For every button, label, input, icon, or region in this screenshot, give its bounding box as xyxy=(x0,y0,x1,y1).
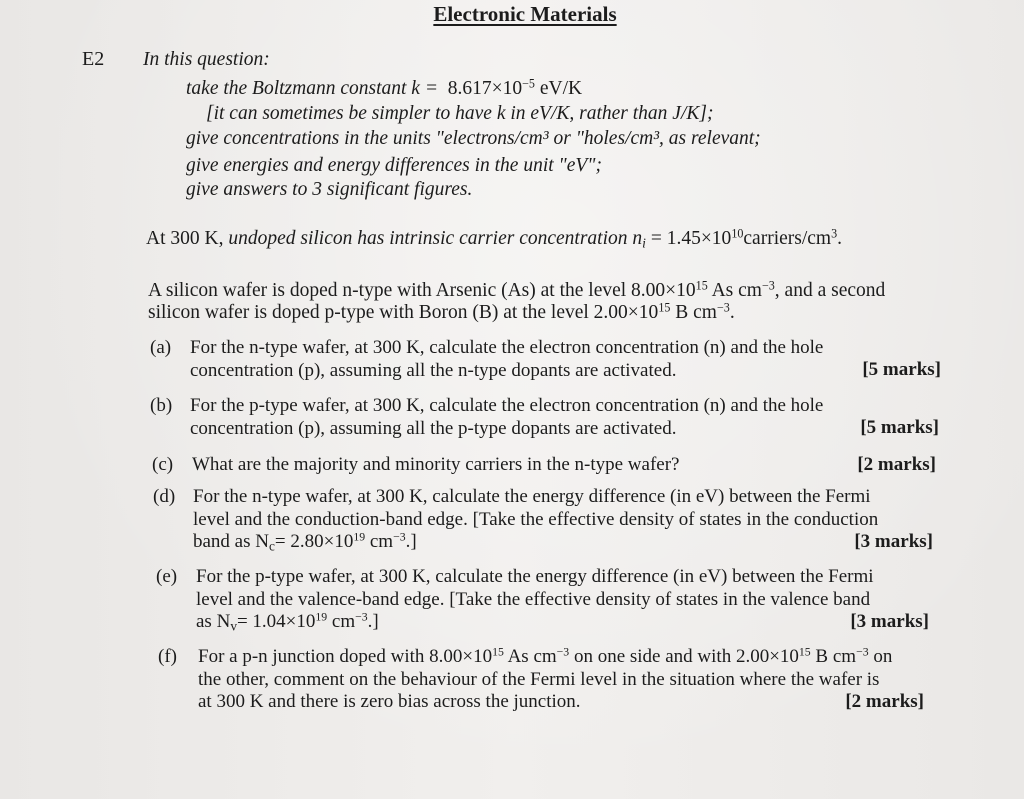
instruction-boltzmann xyxy=(186,76,583,99)
part-a-text: For the n-type wafer, at 300 K, calculate the electron concentration (n) and the hole concentration (p), assuming all the n-type dopants are activated. xyxy=(190,337,824,381)
boltzmann-value: $8.617\times 10^{-5}$ eV/K xyxy=(447,76,583,99)
part-f xyxy=(158,646,924,716)
part-b xyxy=(150,395,939,441)
intro-statement: At 300 K, undoped silicon has intrinsic carrier concentration $n_i$ = $1.45\times 10^{10}carriers/cm^3$. xyxy=(146,226,843,251)
page-title: Electronic Materials xyxy=(433,2,617,26)
part-d xyxy=(153,486,933,556)
part-d-label: (d) xyxy=(153,486,176,507)
part-c xyxy=(152,454,936,478)
part-d-text: For the n-type wafer, at 300 K, calculate the energy difference (in eV) between the Fermi level and the conduction-band edge. [Take the effective density of states in the conduction band as $N_c= 2.80\times 10^{19}$ $cm^{-3}$.] xyxy=(193,486,879,554)
part-b-label: (b) xyxy=(150,395,173,416)
part-c-text: What are the majority and minority carriers in the n-type wafer? xyxy=(192,454,680,475)
part-e-label: (e) xyxy=(156,566,178,587)
part-e-marks: [3 marks] xyxy=(850,611,929,632)
boltzmann-prefix: take the Boltzmann constant k = xyxy=(186,78,438,99)
part-a xyxy=(150,337,941,383)
part-c-label: (c) xyxy=(152,454,174,475)
part-b-text: For the p-type wafer, at 300 K, calculate the electron concentration (n) and the hole concentration (p), assuming all the p-type dopants are activated. xyxy=(190,395,824,439)
instruction-sigfigs: give answers to 3 significant figures. xyxy=(186,179,473,200)
instructions-heading: In this question: xyxy=(143,49,270,70)
part-d-marks: [3 marks] xyxy=(854,531,933,552)
part-f-text: For a p-n junction doped with $8.00\times 10^{15}$ As $cm^{-3}$ on one side and with $2.00\times 10^{15}$ B $cm^{-3}$ on the other, comment on the behaviour of the Fermi level in the situation where the wafer is at 300 K and there is zero bias across the junction. xyxy=(198,645,893,712)
part-f-marks: [2 marks] xyxy=(845,691,924,712)
part-f-label: (f) xyxy=(158,646,177,667)
part-a-label: (a) xyxy=(150,337,172,358)
instruction-concentrations: give concentrations in the units "electrons/cm³ or "holes/cm³, as relevant; xyxy=(186,128,761,149)
part-c-marks: [2 marks] xyxy=(857,454,936,475)
wafer-description-line2: silicon wafer is doped p-type with Boron (B) at the level $2.00\times 10^{15}$ B $cm^{-3}$. xyxy=(148,300,735,323)
instruction-energies: give energies and energy differences in the unit "eV"; xyxy=(186,155,602,176)
instruction-note: [it can sometimes be simpler to have k in eV/K, rather than J/K]; xyxy=(206,103,714,124)
wafer-description-line1: A silicon wafer is doped n-type with Arsenic (As) at the level $8.00\times 10^{15}$ As $cm^{-3}$, and a second xyxy=(148,278,886,301)
part-e xyxy=(156,566,929,636)
part-e-text: For the p-type wafer, at 300 K, calculate the energy difference (in eV) between the Fermi level and the valence-band edge. [Take the effective density of states in the valence band as $N_v= 1.04\times 10^{19}$ $cm^{-3}$.] xyxy=(196,566,874,634)
part-a-marks: [5 marks] xyxy=(862,359,941,380)
question-number: E2 xyxy=(82,48,105,70)
part-b-marks: [5 marks] xyxy=(860,417,939,438)
